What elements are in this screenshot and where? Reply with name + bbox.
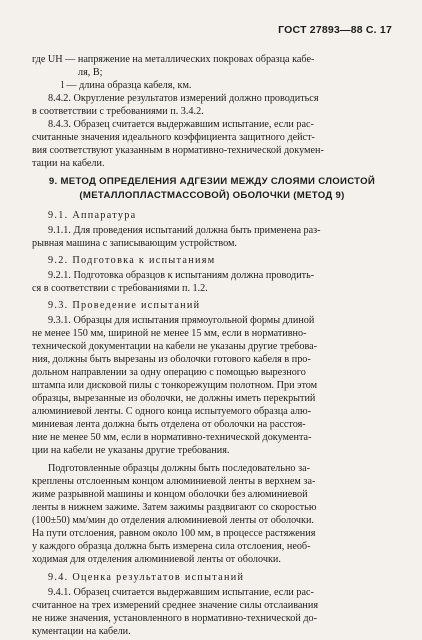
text-line: кументации на кабели. <box>32 626 131 637</box>
text-line: тации на кабели. <box>32 158 105 169</box>
text-line: где UН — напряжение на металлических покровах образца кабе- <box>32 54 315 65</box>
text-line: креплены отслоенным концом алюминиевой ленты в верхнем за- <box>32 476 316 487</box>
page-header: ГОСТ 27893—88 С. 17 <box>278 24 392 36</box>
text-line: считанное на трех измерений среднее значение силы отслаивания <box>32 600 319 611</box>
text-line: l — длина образца кабеля, км. <box>61 80 192 91</box>
text-line: 9.2.1. Подготовка образцов к испытаниям должна проводить- <box>48 270 315 281</box>
text-line: ленты в нижнем зажиме. Затем зажимы раздвигают со скоростью <box>32 502 317 513</box>
text-line: вия соответствуют указанным в нормативно-технической докумен- <box>32 145 324 156</box>
text-line: ля, В; <box>78 67 103 78</box>
text-line: Подготовленные образцы должны быть последовательно за- <box>48 463 311 474</box>
text-line: дольном направлении за одну операцию с помощью вырезного <box>32 367 306 378</box>
text-line: штампа или дисковой пилы с тонкорежущим полотном. При этом <box>32 380 318 391</box>
subsection-heading: 9.1. Аппаратура <box>48 210 137 221</box>
text-line: ходимая для отделения алюминиевой ленты от оболочки. <box>32 554 281 565</box>
text-line: ции на кабели не указаны другие требования. <box>32 445 230 456</box>
text-line: не менее 150 мм, шириной не менее 15 мм, если в нормативно- <box>32 328 307 339</box>
text-line: 9.3.1. Образцы для испытания прямоугольной формы длиной <box>48 315 315 326</box>
text-line: 9.4.1. Образец считается выдержавшим испытание, если рас- <box>48 587 314 598</box>
text-line: алюминиевой ленты. С одного конца испытуемого образца алю- <box>32 406 312 417</box>
text-line: 9.1.1. Для проведения испытаний должна быть применена раз- <box>48 225 321 236</box>
text-line: не ниже значения, установленного в нормативно-технической до- <box>32 613 317 624</box>
subsection-heading: 9.3. Проведение испытаний <box>48 300 201 311</box>
text-line: ния, должны быть вырезаны из оболочки готового кабеля в про- <box>32 354 311 365</box>
text-line: жиме разрывной машины и концом оболочки без алюминиевой <box>32 489 308 500</box>
section-heading: 9. МЕТОД ОПРЕДЕЛЕНИЯ АДГЕЗИИ МЕЖДУ СЛОЯМИ СЛОИСТОЙ <box>48 176 376 187</box>
text-line: 8.4.2. Округление результатов измерений должно проводиться <box>48 93 319 104</box>
text-line: рывная машина с записывающим устройством. <box>32 238 237 249</box>
text-line: у каждого образца должна быть измерена сила отслоения, необ- <box>32 541 311 552</box>
text-line: (100±50) мм/мин до отделения алюминиевой ленты от оболочки. <box>32 515 314 526</box>
text-line: На пути отслоения, равном около 100 мм, в процессе растяжения <box>32 528 316 539</box>
text-line: считанные значения идеального коэффициента защитного дейст- <box>32 132 315 143</box>
text-line: образцы, вырезанные из оболочки, не должны иметь перекрытий <box>32 393 316 404</box>
text-line: ние не менее 50 мм, если в нормативно-технической документа- <box>32 432 312 443</box>
text-line: миниевая лента должна быть отделена от оболочки на расстоя- <box>32 419 306 430</box>
text-line: в соответствии с требованиями п. 3.4.2. <box>32 106 204 117</box>
text-line: ся в соответствии с требованиями п. 1.2. <box>32 283 208 294</box>
subsection-heading: 9.4. Оценка результатов испытаний <box>48 572 245 583</box>
text-line: 8.4.3. Образец считается выдержавшим испытание, если рас- <box>48 119 314 130</box>
section-heading: (МЕТАЛЛОПЛАСТМАССОВОЙ) ОБОЛОЧКИ (МЕТОД 9) <box>79 190 345 201</box>
subsection-heading: 9.2. Подготовка к испытаниям <box>48 255 216 266</box>
text-line: технической документации на кабели не указаны другие требова- <box>32 341 318 352</box>
